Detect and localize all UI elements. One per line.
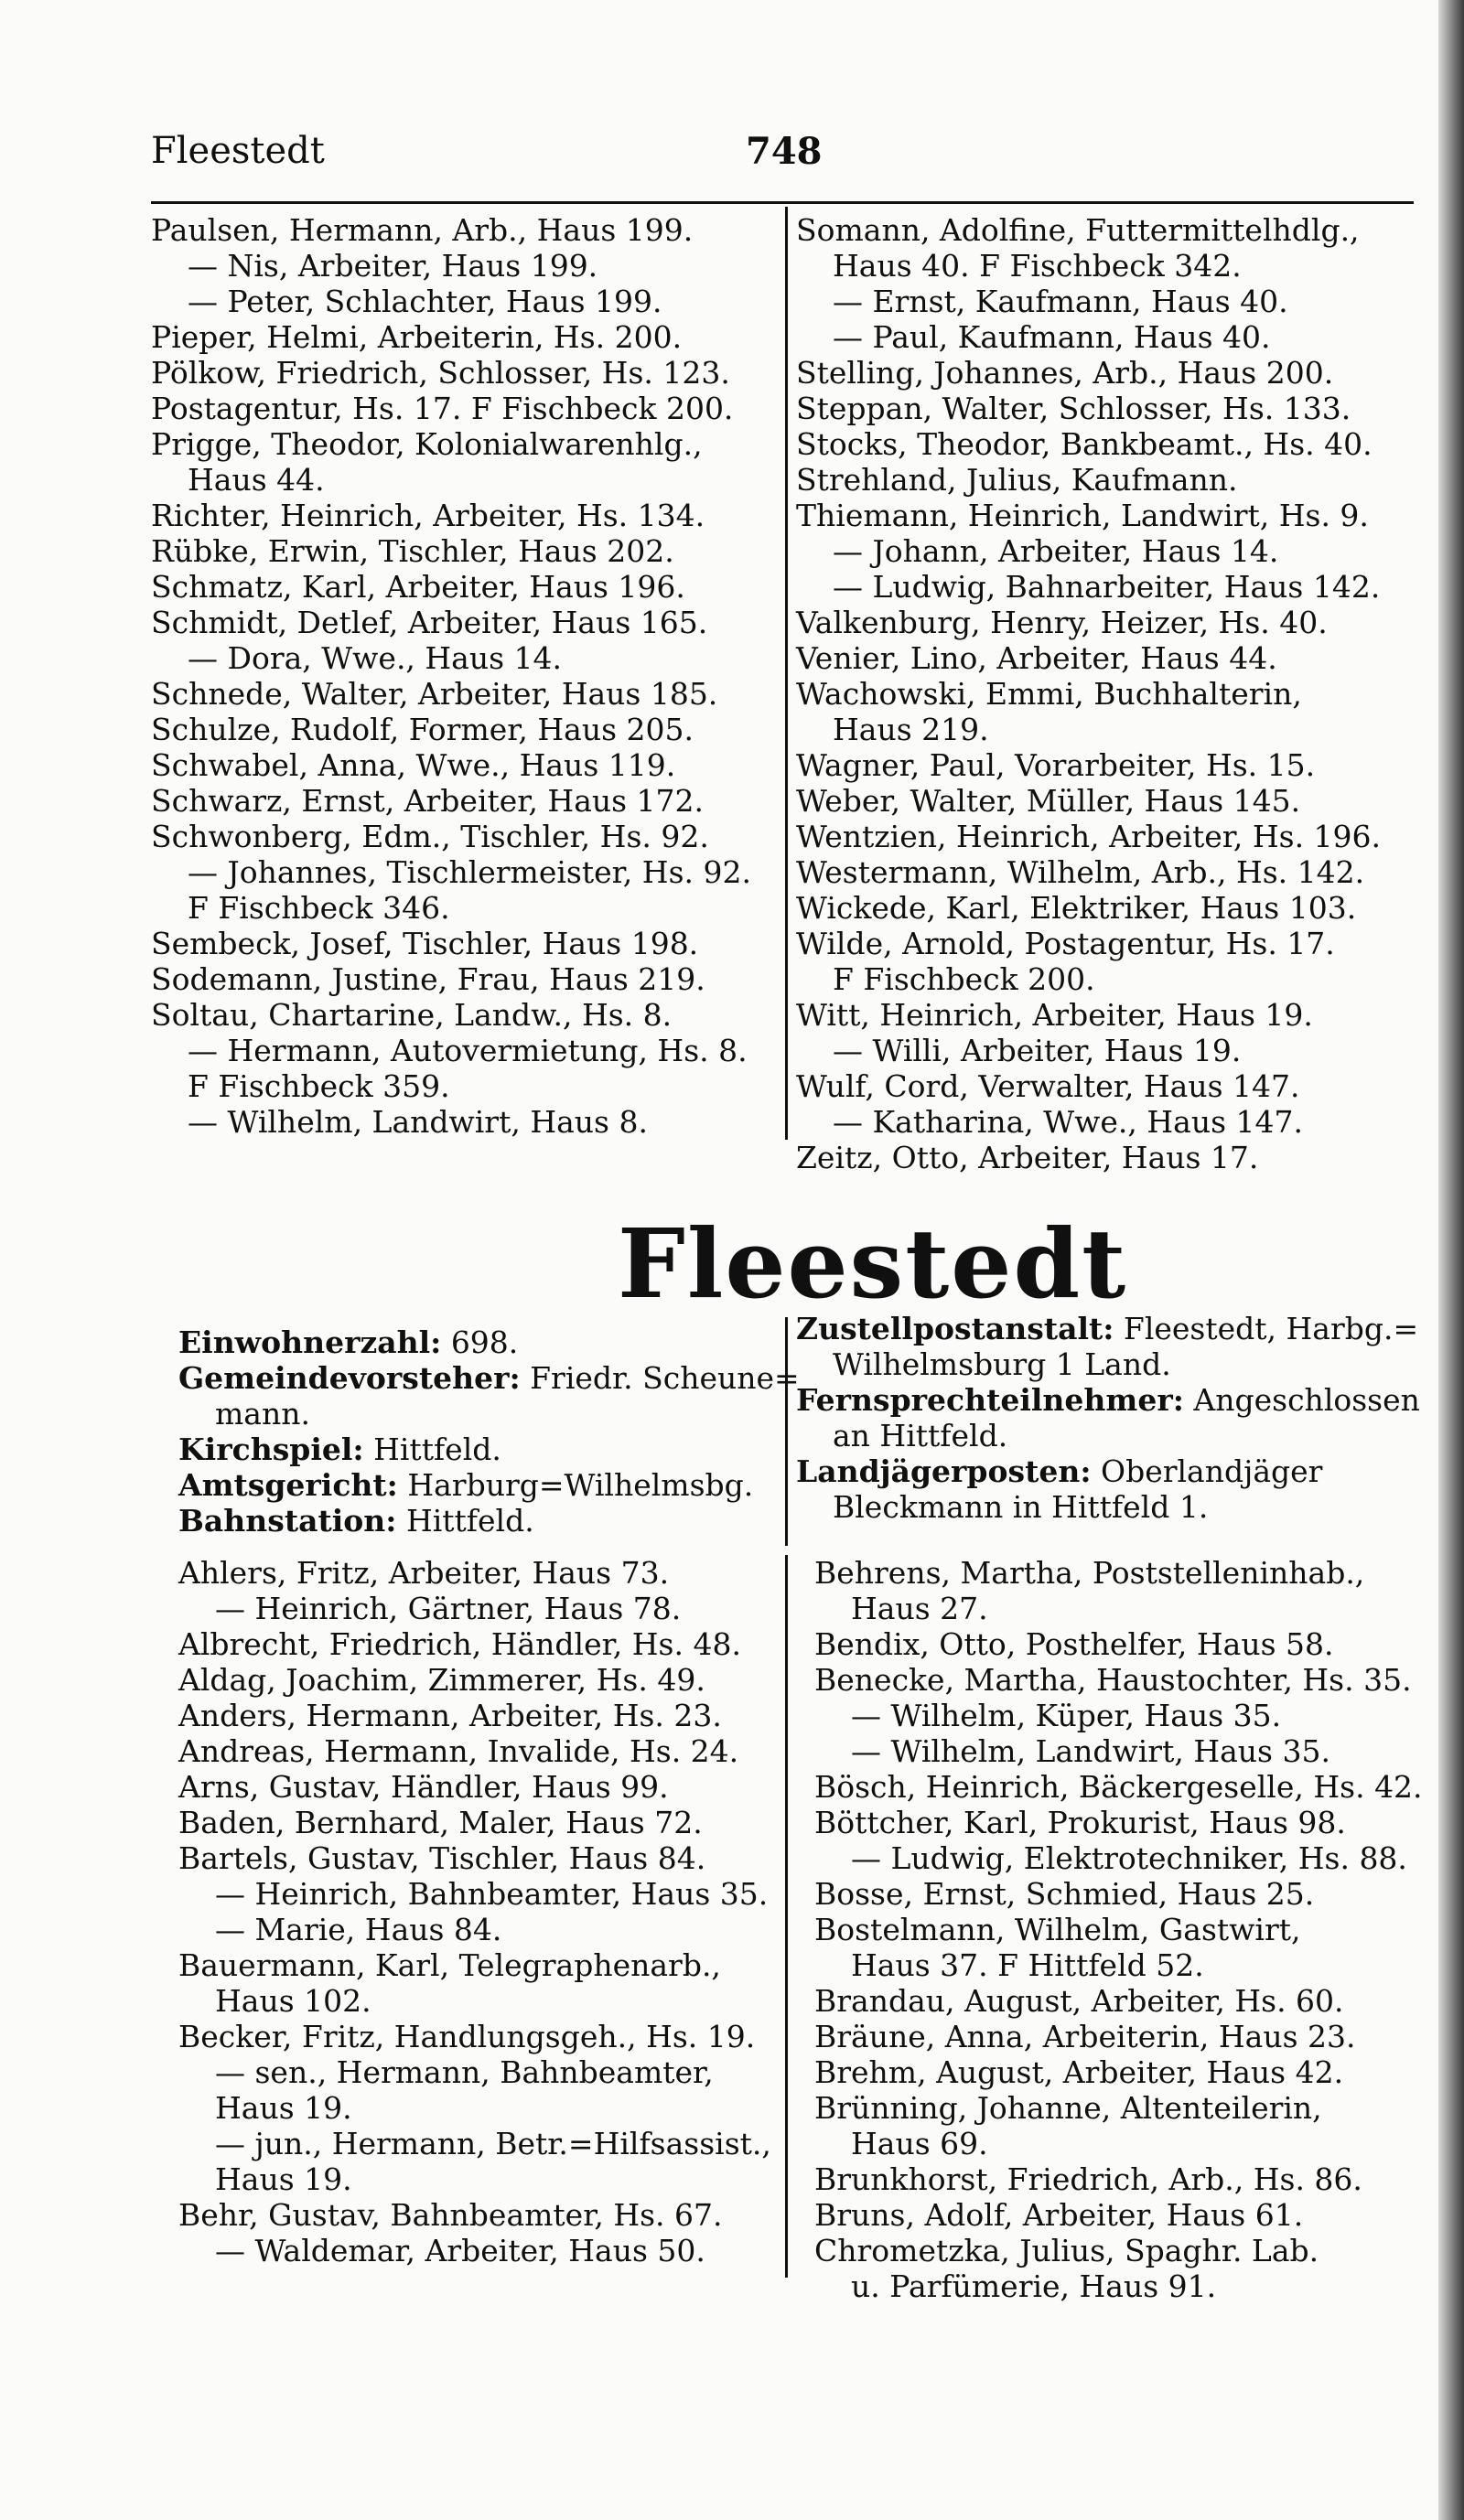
list-item: Haus 37. F Hittfeld 52. — [851, 1947, 1204, 1983]
info-post-cont: Wilhelmsburg 1 Land. — [833, 1346, 1171, 1382]
info-court-label: Amtsgericht: — [178, 1467, 398, 1503]
list-item: Soltau, Chartarine, Landw., Hs. 8. — [151, 997, 673, 1033]
info-post-label: Zustellpostanstalt: — [796, 1311, 1114, 1346]
list-item: Wulf, Cord, Verwalter, Haus 147. — [796, 1068, 1300, 1104]
list-item: — Willi, Arbeiter, Haus 19. — [833, 1033, 1242, 1068]
list-item: Paulsen, Hermann, Arb., Haus 199. — [151, 212, 694, 248]
list-item: Albrecht, Friedrich, Händler, Hs. 48. — [178, 1626, 741, 1662]
list-item: — Wilhelm, Landwirt, Haus 8. — [188, 1104, 648, 1140]
info-police-label: Landjägerposten: — [796, 1453, 1092, 1489]
list-item: Wentzien, Heinrich, Arbeiter, Hs. 196. — [796, 819, 1382, 854]
list-item: Haus 219. — [833, 712, 989, 747]
running-head — [151, 130, 1414, 185]
list-item: Brandau, August, Arbeiter, Hs. 60. — [814, 1983, 1344, 2019]
bottom-left-column — [178, 1555, 782, 2268]
list-item: Bosse, Ernst, Schmied, Haus 25. — [814, 1876, 1315, 1912]
info-post — [796, 1311, 1427, 1346]
list-item: — Dora, Wwe., Haus 14. — [188, 640, 563, 676]
info-population-label: Einwohnerzahl: — [178, 1324, 442, 1360]
list-item: — jun., Hermann, Betr.=Hilfsassist., — [215, 2126, 771, 2161]
list-item: Benecke, Martha, Haustochter, Hs. 35. — [814, 1662, 1412, 1698]
list-item: — Ludwig, Bahnarbeiter, Haus 142. — [833, 569, 1381, 605]
list-item: Böttcher, Karl, Prokurist, Haus 98. — [814, 1805, 1346, 1840]
list-item: Somann, Adolfine, Futtermittelhdlg., — [796, 212, 1360, 248]
list-item: Ahlers, Fritz, Arbeiter, Haus 73. — [178, 1555, 670, 1591]
list-item: F Fischbeck 346. — [188, 890, 450, 926]
info-phone — [796, 1382, 1427, 1418]
info-mayor — [178, 1360, 800, 1396]
info-police-cont: Bleckmann in Hittfeld 1. — [833, 1489, 1209, 1525]
top-right-column — [796, 212, 1427, 1175]
info-mayor-label: Gemeindevorsteher: — [178, 1360, 521, 1396]
info-mayor-cont: mann. — [215, 1396, 310, 1432]
list-item: Brünning, Johanne, Altenteilerin, — [814, 2090, 1322, 2126]
list-item: Pölkow, Friedrich, Schlosser, Hs. 123. — [151, 355, 730, 391]
list-item: Stocks, Theodor, Bankbeamt., Hs. 40. — [796, 426, 1372, 462]
list-item: — Waldemar, Arbeiter, Haus 50. — [215, 2233, 705, 2268]
list-item: Haus 44. — [188, 462, 325, 498]
list-item: Bruns, Adolf, Arbeiter, Haus 61. — [814, 2197, 1304, 2233]
book-spine-shadow — [1438, 0, 1464, 2520]
list-item: — sen., Hermann, Bahnbeamter, — [215, 2054, 714, 2090]
list-item: Haus 27. — [851, 1591, 988, 1626]
info-right — [796, 1311, 1427, 1525]
list-item: — Heinrich, Gärtner, Haus 78. — [215, 1591, 682, 1626]
top-left-column — [151, 212, 773, 1140]
info-station-value: Hittfeld. — [405, 1503, 534, 1539]
list-item: Wachowski, Emmi, Buchhalterin, — [796, 676, 1302, 712]
list-item: Anders, Hermann, Arbeiter, Hs. 23. — [178, 1698, 722, 1733]
list-item: Sodemann, Justine, Frau, Haus 219. — [151, 961, 705, 997]
column-divider — [785, 1317, 788, 1546]
list-item: Aldag, Joachim, Zimmerer, Hs. 49. — [178, 1662, 705, 1698]
list-item: Behr, Gustav, Bahnbeamter, Hs. 67. — [178, 2197, 723, 2233]
list-item: — Ludwig, Elektrotechniker, Hs. 88. — [851, 1840, 1407, 1876]
info-police-value: Oberlandjäger — [1101, 1453, 1323, 1489]
list-item: — Johann, Arbeiter, Haus 14. — [833, 533, 1279, 569]
list-item: Andreas, Hermann, Invalide, Hs. 24. — [178, 1733, 739, 1769]
section-title: Fleestedt — [618, 1207, 1128, 1320]
list-item: Schwarz, Ernst, Arbeiter, Haus 172. — [151, 783, 705, 819]
list-item: Haus 19. — [215, 2090, 352, 2126]
list-item: Pieper, Helmi, Arbeiterin, Hs. 200. — [151, 319, 683, 355]
list-item: — Hermann, Autovermietung, Hs. 8. — [188, 1033, 748, 1068]
list-item: Bräune, Anna, Arbeiterin, Haus 23. — [814, 2019, 1356, 2054]
list-item: Wagner, Paul, Vorarbeiter, Hs. 15. — [796, 747, 1316, 783]
list-item: F Fischbeck 200. — [833, 961, 1095, 997]
info-court-value: Harburg=Wilhelmsbg. — [407, 1467, 754, 1503]
list-item: Schmatz, Karl, Arbeiter, Haus 196. — [151, 569, 685, 605]
column-divider — [785, 1555, 788, 2278]
list-item: Schnede, Walter, Arbeiter, Haus 185. — [151, 676, 718, 712]
page-number: 748 — [746, 130, 823, 173]
list-item: — Katharina, Wwe., Haus 147. — [833, 1104, 1304, 1140]
info-station — [178, 1503, 782, 1539]
info-population-value: 698. — [450, 1324, 519, 1360]
list-item: Bartels, Gustav, Tischler, Haus 84. — [178, 1840, 706, 1876]
list-item: Haus 102. — [215, 1983, 371, 2019]
list-item: — Heinrich, Bahnbeamter, Haus 35. — [215, 1876, 769, 1912]
list-item: Haus 40. F Fischbeck 342. — [833, 248, 1242, 284]
list-item: Sembeck, Josef, Tischler, Haus 198. — [151, 926, 699, 961]
list-item: Chrometzka, Julius, Spaghr. Lab. — [814, 2233, 1319, 2268]
list-item: Thiemann, Heinrich, Landwirt, Hs. 9. — [796, 498, 1369, 533]
column-divider — [785, 207, 788, 1140]
list-item: Westermann, Wilhelm, Arb., Hs. 142. — [796, 854, 1365, 890]
info-parish-label: Kirchspiel: — [178, 1432, 364, 1467]
list-item: — Nis, Arbeiter, Haus 199. — [188, 248, 598, 284]
info-mayor-value: Friedr. Scheune= — [530, 1360, 800, 1396]
running-head-place: Fleestedt — [151, 130, 325, 172]
info-police — [796, 1453, 1427, 1489]
list-item: Schmidt, Detlef, Arbeiter, Haus 165. — [151, 605, 708, 640]
list-item: — Paul, Kaufmann, Haus 40. — [833, 319, 1271, 355]
list-item: Schwabel, Anna, Wwe., Haus 119. — [151, 747, 676, 783]
list-item: — Johannes, Tischlermeister, Hs. 92. — [188, 854, 751, 890]
list-item: u. Parfümerie, Haus 91. — [851, 2268, 1217, 2304]
info-phone-value: Angeschlossen — [1193, 1382, 1420, 1418]
info-station-label: Bahnstation: — [178, 1503, 397, 1539]
info-parish-value: Hittfeld. — [373, 1432, 501, 1467]
list-item: Rübke, Erwin, Tischler, Haus 202. — [151, 533, 674, 569]
list-item: Haus 19. — [215, 2161, 352, 2197]
list-item: — Marie, Haus 84. — [215, 1912, 502, 1947]
info-parish — [178, 1432, 782, 1467]
list-item: Brunkhorst, Friedrich, Arb., Hs. 86. — [814, 2161, 1362, 2197]
list-item: — Ernst, Kaufmann, Haus 40. — [833, 284, 1288, 319]
list-item: Weber, Walter, Müller, Haus 145. — [796, 783, 1301, 819]
info-court — [178, 1467, 782, 1503]
list-item: F Fischbeck 359. — [188, 1068, 450, 1104]
list-item: Prigge, Theodor, Kolonialwarenhlg., — [151, 426, 703, 462]
list-item: Behrens, Martha, Poststelleninhab., — [814, 1555, 1365, 1591]
list-item: Wilde, Arnold, Postagentur, Hs. 17. — [796, 926, 1335, 961]
list-item: Bauermann, Karl, Telegraphenarb., — [178, 1947, 721, 1983]
info-left — [178, 1324, 800, 1539]
list-item: Bösch, Heinrich, Bäckergeselle, Hs. 42. — [814, 1769, 1423, 1805]
list-item: Wickede, Karl, Elektriker, Haus 103. — [796, 890, 1357, 926]
list-item: Schulze, Rudolf, Former, Haus 205. — [151, 712, 694, 747]
list-item: Steppan, Walter, Schlosser, Hs. 133. — [796, 391, 1351, 426]
list-item: Bendix, Otto, Posthelfer, Haus 58. — [814, 1626, 1334, 1662]
list-item: Schwonberg, Edm., Tischler, Hs. 92. — [151, 819, 709, 854]
info-phone-label: Fernsprechteilnehmer: — [796, 1382, 1184, 1418]
info-post-value: Fleestedt, Harbg.= — [1123, 1311, 1419, 1346]
header-rule — [151, 201, 1414, 204]
list-item: Arns, Gustav, Händler, Haus 99. — [178, 1769, 669, 1805]
info-phone-cont: an Hittfeld. — [833, 1418, 1008, 1453]
list-item: Becker, Fritz, Handlungsgeh., Hs. 19. — [178, 2019, 756, 2054]
list-item: Richter, Heinrich, Arbeiter, Hs. 134. — [151, 498, 705, 533]
list-item: Brehm, August, Arbeiter, Haus 42. — [814, 2054, 1344, 2090]
bottom-right-column — [814, 1555, 1427, 2304]
info-population — [178, 1324, 782, 1360]
list-item: Stelling, Johannes, Arb., Haus 200. — [796, 355, 1334, 391]
list-item: Witt, Heinrich, Arbeiter, Haus 19. — [796, 997, 1313, 1033]
list-item: Venier, Lino, Arbeiter, Haus 44. — [796, 640, 1277, 676]
list-item: Haus 69. — [851, 2126, 988, 2161]
list-item: Valkenburg, Henry, Heizer, Hs. 40. — [796, 605, 1328, 640]
list-item: Bostelmann, Wilhelm, Gastwirt, — [814, 1912, 1301, 1947]
list-item: Zeitz, Otto, Arbeiter, Haus 17. — [796, 1140, 1259, 1175]
list-item: Postagentur, Hs. 17. F Fischbeck 200. — [151, 391, 734, 426]
list-item: Baden, Bernhard, Maler, Haus 72. — [178, 1805, 703, 1840]
list-item: Strehland, Julius, Kaufmann. — [796, 462, 1238, 498]
list-item: — Wilhelm, Küper, Haus 35. — [851, 1698, 1282, 1733]
list-item: — Wilhelm, Landwirt, Haus 35. — [851, 1733, 1330, 1769]
list-item: — Peter, Schlachter, Haus 199. — [188, 284, 662, 319]
